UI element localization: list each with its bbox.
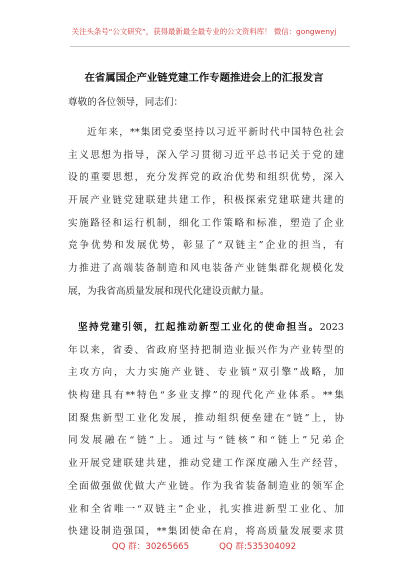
salutation: 尊敬的各位领导，同志们：	[68, 97, 184, 108]
text-line: 同发展融在“链”上。通过与“链核”和“链上”兄弟企	[68, 435, 344, 447]
text-line: 实施路径和运行机制，细化工作策略和标准，塑造了企业	[68, 217, 344, 229]
footer-contacts	[0, 540, 408, 552]
text-line: 主攻方向，大力实施产业链、专业镇“双引擎”战略，加	[68, 367, 344, 379]
text-line	[68, 317, 344, 340]
header-divider	[70, 46, 350, 47]
text-run: 2023	[319, 322, 344, 333]
text-line: 近年来，**集团党委坚持以习近平新时代中国特色社会	[87, 127, 344, 138]
text-line: 设的重要思想，充分发挥党的政治优势和组织优势，深入	[68, 172, 344, 184]
text-line: 年以来，省委、省政府坚持把制造业振兴作为产业转型的	[68, 344, 344, 356]
paragraph-2	[68, 317, 344, 544]
text-line: 主义思想为指导，深入学习贯彻习近平总书记关于党的建	[68, 149, 344, 161]
footer-qq-group-2: QQ 群:535304092	[219, 542, 297, 552]
document-title: 在省属国企产业链党建工作专题推进会上的汇报发言	[84, 72, 324, 84]
footer-qq-group-1: QQ 群：30265665	[111, 542, 190, 552]
text-line: 竞争优势和发展优势，彰显了“双链主”企业的担当，有	[68, 240, 344, 252]
paragraph-heading: 坚持党建引领，扛起推动新型工业化的使命担当。	[78, 322, 320, 333]
text-line: 团聚焦新型工业化发展，推动组织便垒建在“链”上，协	[68, 412, 344, 424]
text-line: 快建设制造强国，**集团使命在肩，将高质量发展要求贯	[68, 526, 344, 538]
paragraph-1	[68, 122, 344, 304]
text-line: 业和全省唯一“双链主”企业，扎实推进新型工业化、加	[68, 503, 344, 515]
text-line: 开展产业链党建联建共建工作，积极探索党建联建共建的	[68, 195, 344, 207]
text-line: 全面做强做优做大产业链。作为我省装备制造业的领军企	[68, 480, 344, 492]
text-line: 力推进了高端装备制造和风电装备产业链集群化规模化发	[68, 263, 344, 275]
text-line: 展，为我省高质量发展和现代化建设贡献力量。	[68, 285, 270, 297]
text-line: 快构建具有**特色“多业支撑”的现代化产业体系。**集	[68, 390, 344, 402]
text-line: 业开展党建联建共建，推动党建工作深度融入生产经营，	[68, 458, 344, 470]
header-banner: 关注头条号“公文研究”，获得最新最全最专业的公文资料库！ 微信：gongwenyj	[71, 27, 337, 36]
